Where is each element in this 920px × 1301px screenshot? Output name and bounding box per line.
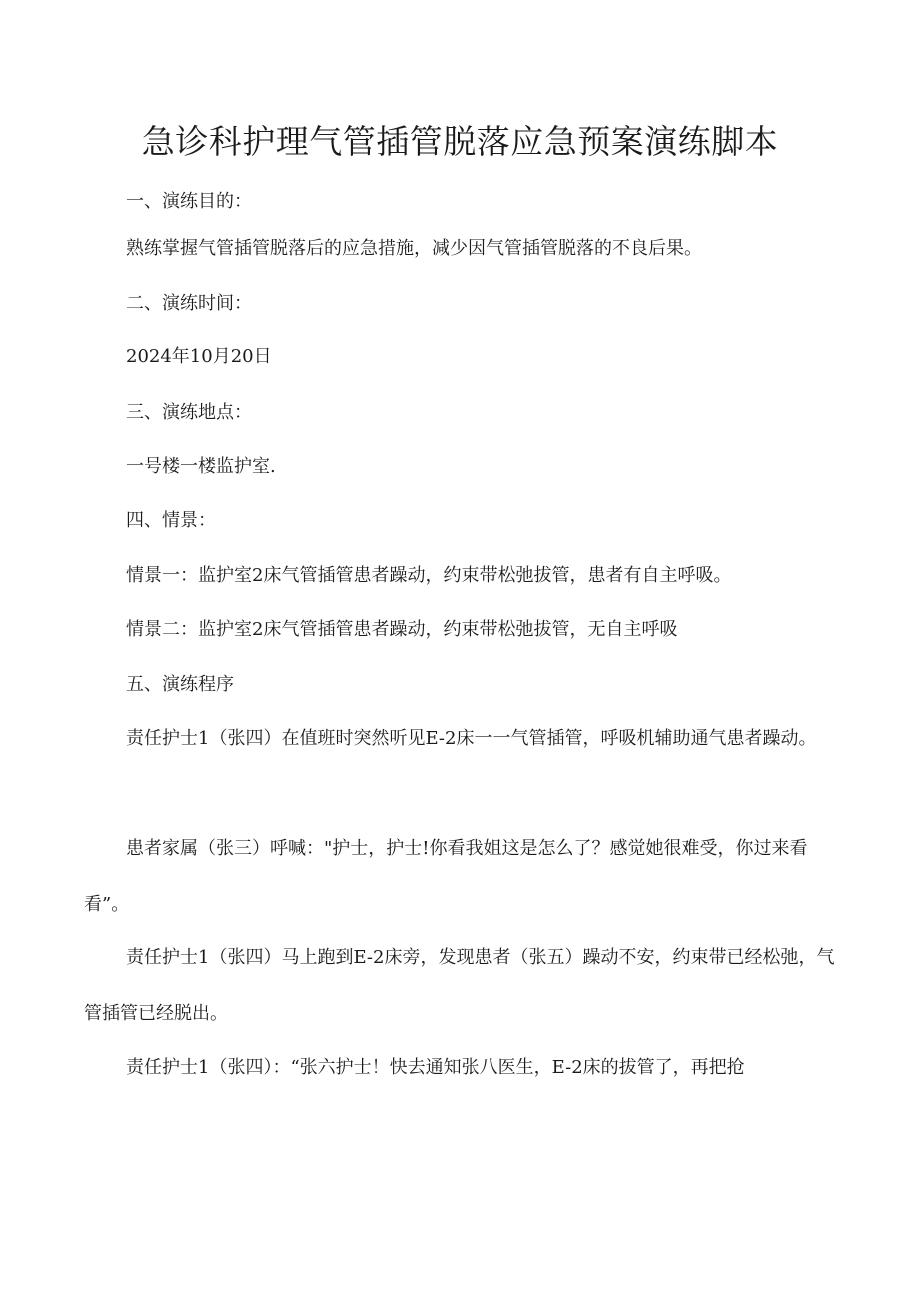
scenario-heading: 四、情景： bbox=[126, 510, 216, 531]
purpose-heading: 一、演练目的： bbox=[126, 191, 252, 212]
time-heading: 二、演练时间： bbox=[126, 293, 252, 314]
procedure-heading: 五、演练程序 bbox=[126, 674, 234, 695]
document-title: 急诊科护理气管插管脱落应急预案演练脚本 bbox=[141, 122, 779, 161]
procedure-paragraph: 责任护士1（张四）马上跑到E-2床旁，发现患者（张五）躁动不安，约束带已经松弛，气管插管已经脱出。 bbox=[84, 947, 835, 1024]
time-text: 2024年10月20日 bbox=[126, 346, 272, 367]
location-text: 一号楼一楼监护室. bbox=[126, 456, 276, 477]
purpose-text: 熟练掌握气管插管脱落后的应急措施，减少因气管插管脱落的不良后果。 bbox=[126, 238, 702, 259]
scenario-1-text: 情景一：监护室2床气管插管患者躁动，约束带松弛拔管，患者有自主呼吸。 bbox=[126, 565, 732, 586]
procedure-paragraph: 责任护士1（张四）在值班时突然听见E-2床一一气管插管，呼吸机辅助通气患者躁动。 bbox=[126, 728, 817, 749]
location-heading: 三、演练地点： bbox=[126, 402, 252, 423]
procedure-paragraph: 患者家属（张三）呼喊："护士，护士!你看我姐这是怎么了？感觉她很难受，你过来看看”。 bbox=[84, 838, 808, 915]
scenario-2-text: 情景二：监护室2床气管插管患者躁动，约束带松弛拔管，无自主呼吸 bbox=[126, 619, 678, 640]
procedure-paragraph: 责任护士1（张四）：“张六护士！快去通知张八医生，E-2床的拔管了，再把抢 bbox=[126, 1057, 745, 1078]
